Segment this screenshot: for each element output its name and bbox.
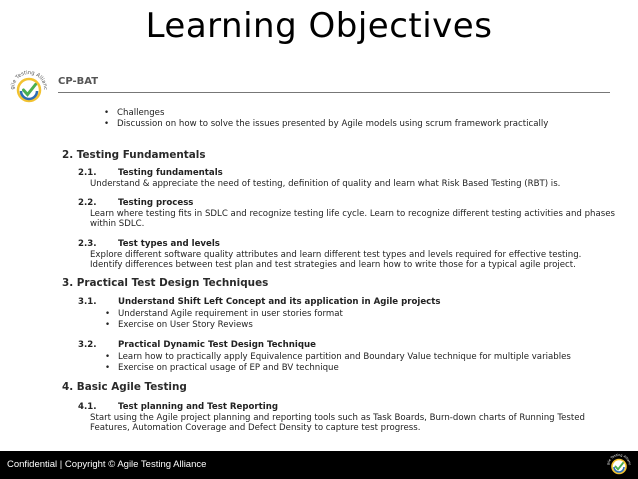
subsection-title: Testing fundamentals — [118, 168, 223, 178]
list-item: • Learn how to practically apply Equivalence partition and Boundary Value technique for multiple variables — [118, 352, 571, 362]
subsection-title: Understand Shift Left Concept and its application in Agile projects — [118, 297, 441, 307]
header-divider — [58, 92, 610, 93]
svg-text:Agile Testing Alliance: gile Testing Allianc — [606, 452, 632, 466]
footer-bar — [0, 451, 638, 479]
subsection-number: 4.1. — [78, 402, 97, 412]
subsection-number: 2.2. — [78, 198, 97, 208]
subsection-title: Test planning and Test Reporting — [118, 402, 278, 412]
doc-header: CP-BAT — [58, 76, 99, 87]
subsection-title: Test types and levels — [118, 239, 220, 249]
slide-title: Learning Objectives — [145, 6, 493, 46]
paragraph-line: Understand & appreciate the need of testing, definition of quality and learn what Risk Based Testing (RBT) is. — [90, 179, 561, 189]
svg-text:Agile Testing Alliance: gile Testing Allianc — [9, 69, 49, 91]
list-item: • Exercise on practical usage of EP and BV technique — [118, 363, 339, 373]
subsection-title: Practical Dynamic Test Design Technique — [118, 340, 316, 350]
document-excerpt — [0, 62, 638, 449]
list-item: • Understand Agile requirement in user stories format — [118, 309, 343, 319]
section-title: 4. Basic Agile Testing — [62, 381, 187, 393]
paragraph-line: within SDLC. — [90, 219, 145, 229]
subsection-number: 2.1. — [78, 168, 97, 178]
subsection-number: 3.2. — [78, 340, 97, 350]
section-title: 2. Testing Fundamentals — [62, 149, 206, 161]
list-item: • Challenges — [117, 108, 164, 118]
subsection-number: 2.3. — [78, 239, 97, 249]
paragraph-line: Identify differences between test plan and test strategies and learn how to write those for a typical agile project. — [90, 260, 576, 270]
footer-copyright: Confidential | Copyright © Agile Testing Alliance — [7, 459, 207, 470]
agile-testing-alliance-logo — [8, 67, 50, 109]
paragraph-line: Features, Automation Coverage and Defect Density to capture test progress. — [90, 423, 421, 433]
paragraph-line: Explore different software quality attributes and learn different test types and levels required for effective testing. — [90, 250, 582, 260]
section-title: 3. Practical Test Design Techniques — [62, 277, 269, 289]
paragraph-line: Learn where testing fits in SDLC and recognize testing life cycle. Learn to recognize different testing activities and phases — [90, 209, 615, 219]
paragraph-line: Start using the Agile project planning and reporting tools such as Task Boards, Burn-down charts of Running Tested — [90, 413, 586, 423]
list-item: • Exercise on User Story Reviews — [118, 320, 253, 330]
subsection-number: 3.1. — [78, 297, 97, 307]
subsection-title: Testing process — [118, 198, 194, 208]
footer-logo — [606, 452, 632, 478]
list-item: • Discussion on how to solve the issues presented by Agile models using scrum framework practically — [117, 119, 548, 129]
